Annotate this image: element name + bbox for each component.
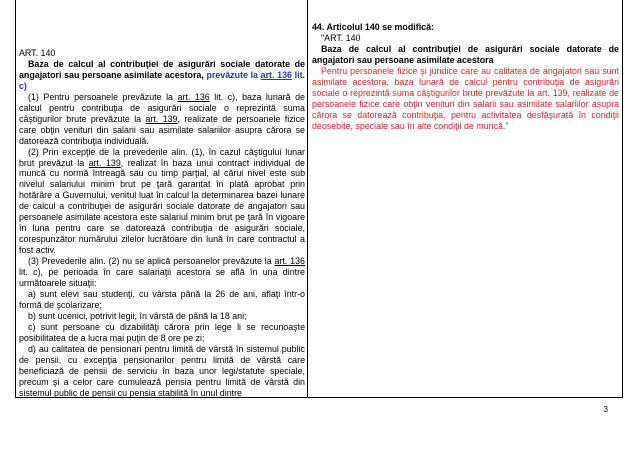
list-item-d: d) au calitatea de pensionari pentru limită de vârstă în sistemul public de pensii, cu excepţia pensionarilor pentru limită de vârstă care beneficiază de pensii de serviciu în baza unor legi/statute speciale, precum şi a celor care cumulează pensia pentru limită de vârstă din sistemul public de pensii cu pensia stabilită în unul dintre <box>19 343 305 398</box>
left-column-current-text <box>16 0 308 397</box>
list-item-c: c) sunt persoane cu dizabilităţi cărora prin lege li se recunoaşte posibilitatea de a lucra mai puţin de 8 ore pe zi; <box>19 321 305 343</box>
page-number: 3 <box>603 405 608 414</box>
paragraph-2 <box>19 147 305 257</box>
heading-reference: prevăzute la art. 136 lit. c) <box>19 69 305 91</box>
text: lit. c), baza lunară de calcul pentru contribuţia de asigurări sociale o reprezintă suma câştigurilor brute prevăzute la <box>19 91 305 124</box>
paragraph-1 <box>19 92 305 147</box>
text: (1) Pentru persoanele prevăzute la <box>28 91 178 102</box>
article-title: ART. 140 <box>19 48 56 58</box>
right-column-amendment <box>308 0 622 397</box>
text: lit. c), pe perioada în care salariaţii acestora se află în una dintre următoarele situaţii: <box>19 267 305 289</box>
list-item-b: b) sunt ucenici, potrivit legii, în vârstă de până la 18 ani; <box>28 310 247 321</box>
art-136-link[interactable]: art. 136 <box>177 91 210 102</box>
list-item-a: a) sunt elevi sau studenţi, cu vârsta până la 26 de ani, aflaţi într-o formă de şcolarizare; <box>19 288 305 310</box>
text: (2) Prin excepţie de la prevederile alin. (1), în cazul câştigului lunar brut prevăzut la <box>19 146 305 168</box>
comparison-table <box>15 0 623 398</box>
amended-paragraph: Pentru persoanele fizice şi juridice care au calitatea de angajatori sau sunt asimilate acestora, baza lunară de calcul pentru contribuţia de asigurări sociale o reprezintă suma câştigurilor brute prevăzute la art. 139, realizate de persoanele fizice care obţin venituri din salarii sau asimilate salariilor asupra cărora se datorează contribuţia, pentru activitatea desfăşurată în condiţii deosebite, speciale sau în alte condiţii de muncă." <box>312 65 619 131</box>
text: , realizate de persoanele fizice care obţin venituri din salarii sau asimilate salariilor asupra cărora se datorează contribuţia individuală. <box>19 113 305 146</box>
art-136-link[interactable]: art. 136 <box>260 69 292 80</box>
amendment-title: 44. Articolul 140 se modifică: <box>312 22 434 32</box>
art-136-link[interactable]: art. 136 <box>274 256 305 267</box>
art-139-link[interactable]: art. 139 <box>88 157 121 168</box>
text: , realizat în baza unui contract individual de muncă cu normă întreagă sau cu timp parţial, al cărui nivel este sub nivelul salariului minim brut pe ţară garantat în plată aprobat prin hotărâre a Guvernului, venitul luat în calcul la determinarea bazei lunare de calcul a contribuţiei de asigurări sociale datorate de angajatori sau persoanele asimilate acestora este salariul minim brut pe ţară în vigoare în luna pentru care se datorează contribuţia de asigurări sociale, corespunzător numărului zilelor lucrătoare din lună în care contractul a fost activ. <box>19 157 305 256</box>
text: (3) Prevederile alin. (2) nu se aplică persoanelor prevăzute la <box>28 256 275 267</box>
article-title: "ART. 140 <box>321 32 361 43</box>
article-heading: Baza de calcul al contribuţiei de asigurări sociale datorate de angajatori sau persoane asimilate acestora <box>312 43 619 65</box>
art-139-link[interactable]: art. 139 <box>145 113 178 124</box>
article-heading <box>19 59 305 92</box>
paragraph-3 <box>19 256 305 289</box>
heading-text: Baza de calcul al contribuţiei de asigurări sociale datorate de angajatori sau persoane asimilate acestora, <box>19 58 305 80</box>
